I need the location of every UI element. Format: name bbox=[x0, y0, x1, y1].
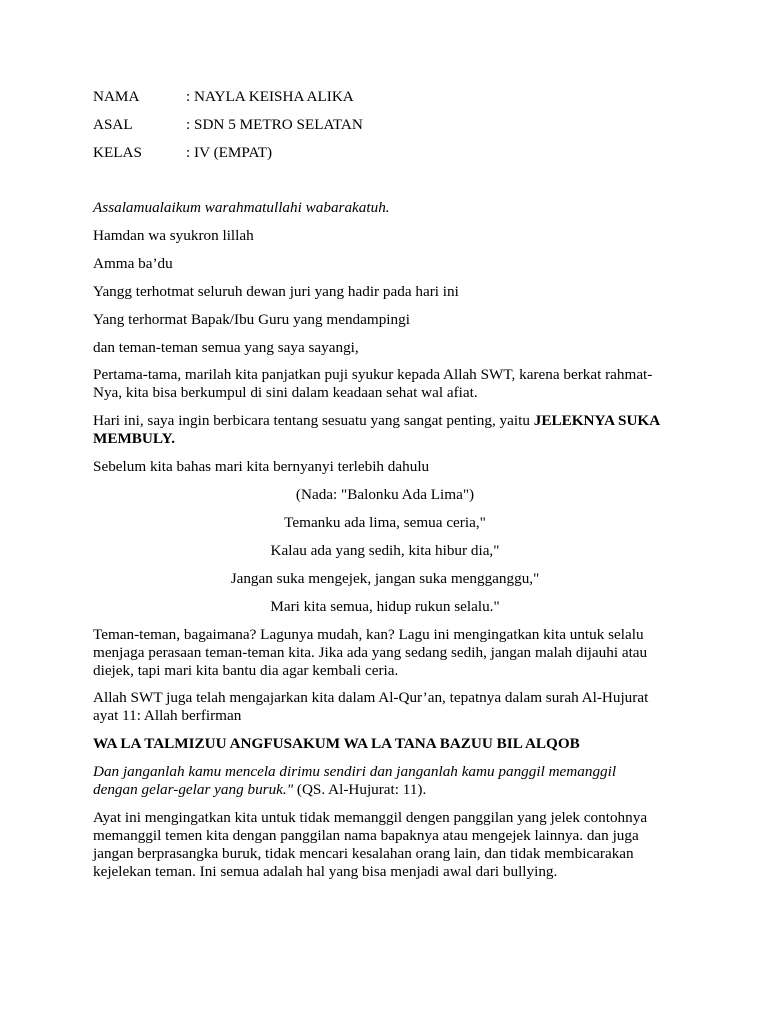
name-value: : NAYLA KEISHA ALIKA bbox=[186, 88, 354, 105]
after-song-line-1: Teman-teman, bagaimana? Lagunya mudah, kan? Lagu ini mengingatkan kita untuk selalu bbox=[93, 626, 644, 643]
class-label: KELAS bbox=[93, 144, 142, 161]
song-tune: (Nada: "Balonku Ada Lima") bbox=[295, 486, 475, 503]
quran-intro-line-2: ayat 11: Allah berfirman bbox=[93, 707, 242, 724]
translation-reference: (QS. Al-Hujurat: 11). bbox=[293, 781, 427, 798]
respect-line-2: Yang terhormat Bapak/Ibu Guru yang mendampingi bbox=[93, 311, 410, 328]
opening-paragraph-line-1: Pertama-tama, marilah kita panjatkan puji syukur kepada Allah SWT, karena berkat rahmat- bbox=[93, 366, 653, 383]
topic-line-1 bbox=[93, 412, 660, 430]
origin-value: : SDN 5 METRO SELATAN bbox=[186, 116, 363, 133]
greeting: Assalamualaikum warahmatullahi wabarakatuh. bbox=[93, 199, 390, 216]
topic-title-part-2: MEMBULY. bbox=[93, 430, 176, 447]
after-song-line-3: diejek, tapi mari kita bantu dia agar kembali ceria. bbox=[93, 662, 399, 679]
after-song-line-2: menjaga perasaan teman-teman kita. Jika ada yang sedang sedih, jangan malah dijauhi atau bbox=[93, 644, 648, 661]
respect-line-1: Yangg terhotmat seluruh dewan juri yang hadir pada hari ini bbox=[93, 283, 459, 300]
origin-label: ASAL bbox=[93, 116, 133, 133]
translation-line-2 bbox=[93, 781, 426, 799]
hamdan-line: Hamdan wa syukron lillah bbox=[93, 227, 254, 244]
final-paragraph-line-2: memanggil temen kita dengan panggilan nama bapaknya atau mengejek lainnya. dan juga bbox=[93, 827, 639, 844]
opening-paragraph-line-2: Nya, kita bisa berkumpul di sini dalam keadaan sehat wal afiat. bbox=[93, 384, 478, 401]
song-line-2: Kalau ada yang sedih, kita hibur dia," bbox=[270, 542, 500, 559]
final-paragraph-line-1: Ayat ini mengingatkan kita untuk tidak memanggil dengen panggilan yang jelek contohnya bbox=[93, 809, 648, 826]
translation-line-2-italic: dengan gelar-gelar yang buruk." bbox=[93, 781, 294, 798]
song-line-1: Temanku ada lima, semua ceria," bbox=[284, 514, 486, 531]
topic-prefix: Hari ini, saya ingin berbicara tentang sesuatu yang sangat penting, yaitu bbox=[93, 412, 534, 429]
quran-intro-line-1: Allah SWT juga telah mengajarkan kita dalam Al-Qur’an, tepatnya dalam surah Al-Hujurat bbox=[93, 689, 649, 706]
amma-line: Amma ba’du bbox=[93, 255, 173, 272]
song-line-4: Mari kita semua, hidup rukun selalu." bbox=[270, 598, 500, 615]
song-line-3: Jangan suka mengejek, jangan suka mengganggu," bbox=[230, 570, 540, 587]
name-label: NAMA bbox=[93, 88, 140, 105]
before-song-line: Sebelum kita bahas mari kita bernyanyi terlebih dahulu bbox=[93, 458, 430, 475]
final-paragraph-line-3: jangan berprasangka buruk, tidak mencari kesalahan orang lain, dan tidak membicarakan bbox=[93, 845, 634, 862]
final-paragraph-line-4: kejelekan teman. Ini semua adalah hal yang bisa menjadi awal dari bullying. bbox=[93, 863, 558, 880]
topic-title-part-1: JELEKNYA SUKA bbox=[533, 412, 661, 429]
respect-line-3: dan teman-teman semua yang saya sayangi, bbox=[93, 339, 359, 356]
translation-line-1: Dan janganlah kamu mencela dirimu sendiri dan janganlah kamu panggil memanggil bbox=[93, 763, 617, 780]
class-value: : IV (EMPAT) bbox=[186, 144, 273, 161]
verse-line: WA LA TALMIZUU ANGFUSAKUM WA LA TANA BAZUU BIL ALQOB bbox=[93, 735, 580, 752]
